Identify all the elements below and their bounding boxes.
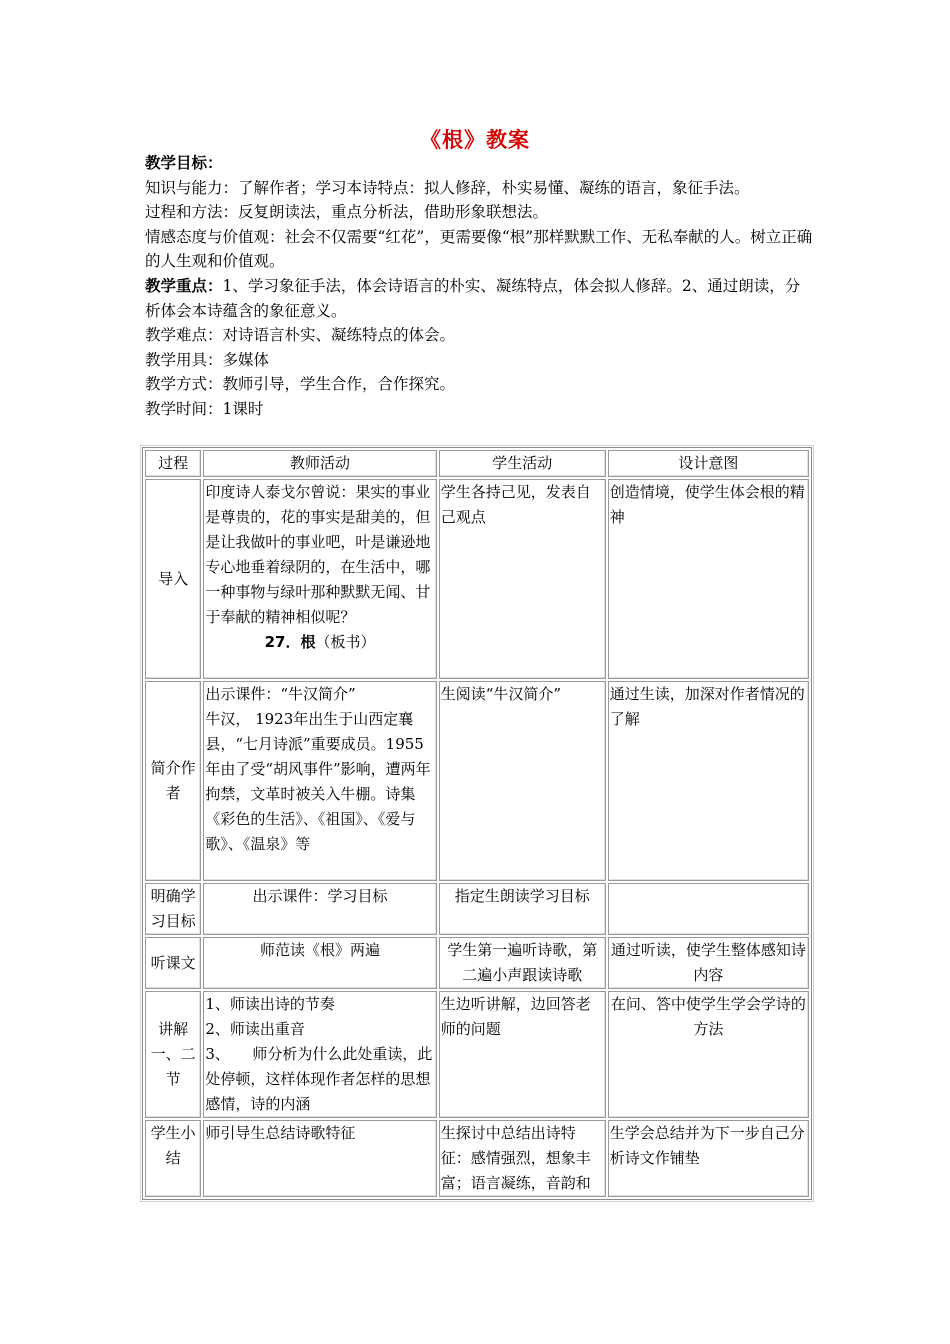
list-item: 2、师读出重音 bbox=[205, 1020, 305, 1038]
stage-cell: 学生小结 bbox=[145, 1120, 201, 1197]
stage-cell: 讲解一、二节 bbox=[145, 991, 201, 1118]
teacher-cell bbox=[203, 479, 436, 679]
teacher-text: 牛汉， 1923年出生于山西定襄县，“七月诗派”重要成员。1955年由了受“胡风事件”影响，遭两年拘禁，文革时被关入牛棚。诗集《彩色的生活》、《祖国》、《爱与歌》、《温泉》等 bbox=[205, 710, 431, 853]
table-row bbox=[145, 1120, 809, 1197]
table-header-row bbox=[145, 450, 809, 477]
tools: 教学用具：多媒体 bbox=[145, 350, 270, 369]
teacher-cell bbox=[203, 991, 436, 1118]
teaching-time: 教学时间：1课时 bbox=[145, 399, 264, 418]
difficulty: 教学难点：对诗语言朴实、凝练特点的体会。 bbox=[145, 326, 456, 345]
lesson-overview bbox=[145, 151, 815, 422]
student-cell: 学生第一遍听诗歌，第二遍小声跟读诗歌 bbox=[439, 937, 606, 989]
table-row bbox=[145, 937, 809, 989]
intent-cell bbox=[608, 883, 809, 935]
teacher-cell: 出示课件：学习目标 bbox=[203, 883, 436, 935]
stage-cell: 导入 bbox=[145, 479, 201, 679]
header-student: 学生活动 bbox=[439, 450, 606, 477]
lesson-plan-table bbox=[142, 447, 812, 1200]
student-cell: 生探讨中总结出诗特征：感情强烈，想象丰富；语言凝练，音韵和 bbox=[439, 1120, 606, 1197]
teacher-cell: 师范读《根》两遍 bbox=[203, 937, 436, 989]
student-cell: 学生各持己见，发表自己观点 bbox=[439, 479, 606, 679]
student-cell: 生阅读“牛汉简介” bbox=[439, 681, 606, 881]
table-row bbox=[145, 883, 809, 935]
header-teacher: 教师活动 bbox=[203, 450, 436, 477]
board-title: 27．根 bbox=[264, 633, 316, 651]
intent-cell: 在问、答中使学生学会学诗的方法 bbox=[608, 991, 809, 1118]
intent-cell: 通过听读，使学生整体感知诗内容 bbox=[608, 937, 809, 989]
key-points-text: 1、学习象征手法，体会诗语言的朴实、凝练特点，体会拟人修辞。2、通过朗读，分析体会本诗蕴含的象征意义。 bbox=[145, 276, 801, 320]
stage-cell: 简介作者 bbox=[145, 681, 201, 881]
board-label: （板书） bbox=[315, 633, 376, 651]
intent-cell: 通过生读，加深对作者情况的了解 bbox=[608, 681, 809, 881]
header-intent: 设计意图 bbox=[608, 450, 809, 477]
header-stage: 过程 bbox=[145, 450, 201, 477]
teacher-cell: 师引导生总结诗歌特征 bbox=[203, 1120, 436, 1197]
student-cell: 生边听讲解，边回答老师的问题 bbox=[439, 991, 606, 1118]
board-note bbox=[205, 630, 434, 655]
goal-knowledge: 知识与能力：了解作者；学习本诗特点：拟人修辞，朴实易懂、凝练的语言，象征手法。 bbox=[145, 178, 750, 197]
stage-cell: 明确学习目标 bbox=[145, 883, 201, 935]
table-row bbox=[145, 991, 809, 1118]
intent-cell: 生学会总结并为下一步自己分析诗文作铺垫 bbox=[608, 1120, 809, 1197]
key-points-label: 教学重点： bbox=[145, 276, 223, 295]
teacher-text: 印度诗人泰戈尔曾说：果实的事业是尊贵的，花的事实是甜美的，但是让我做叶的事业吧，叶是谦逊地专心地垂着绿阴的，在生活中，哪一种事物与绿叶那种默默无闻、甘于奉献的精神相似呢？ bbox=[205, 483, 431, 626]
goals-heading: 教学目标： bbox=[145, 154, 223, 172]
intent-cell: 创造情境，使学生体会根的精神 bbox=[608, 479, 809, 679]
teacher-cell bbox=[203, 681, 436, 881]
stage-cell: 听课文 bbox=[145, 937, 201, 989]
table-row bbox=[145, 681, 809, 881]
list-item: 1、师读出诗的节奏 bbox=[205, 995, 335, 1013]
student-cell: 指定生朗读学习目标 bbox=[439, 883, 606, 935]
document-title: 《根》教案 bbox=[420, 128, 530, 152]
teaching-method: 教学方式：教师引导，学生合作，合作探究。 bbox=[145, 375, 456, 394]
teacher-slide-line: 出示课件：“牛汉简介” bbox=[205, 685, 356, 703]
goal-emotion: 情感态度与价值观：社会不仅需要“红花”，更需要像“根”那样默默工作、无私奉献的人。树立正确的人生观和价值观。 bbox=[145, 227, 813, 271]
key-points bbox=[145, 274, 815, 323]
goal-process: 过程和方法：反复朗读法，重点分析法，借助形象联想法。 bbox=[145, 203, 549, 222]
table-row bbox=[145, 479, 809, 679]
list-item: 3、 师分析为什么此处重读，此处停顿，这样体现作者怎样的思想感情，诗的内涵 bbox=[205, 1045, 433, 1113]
